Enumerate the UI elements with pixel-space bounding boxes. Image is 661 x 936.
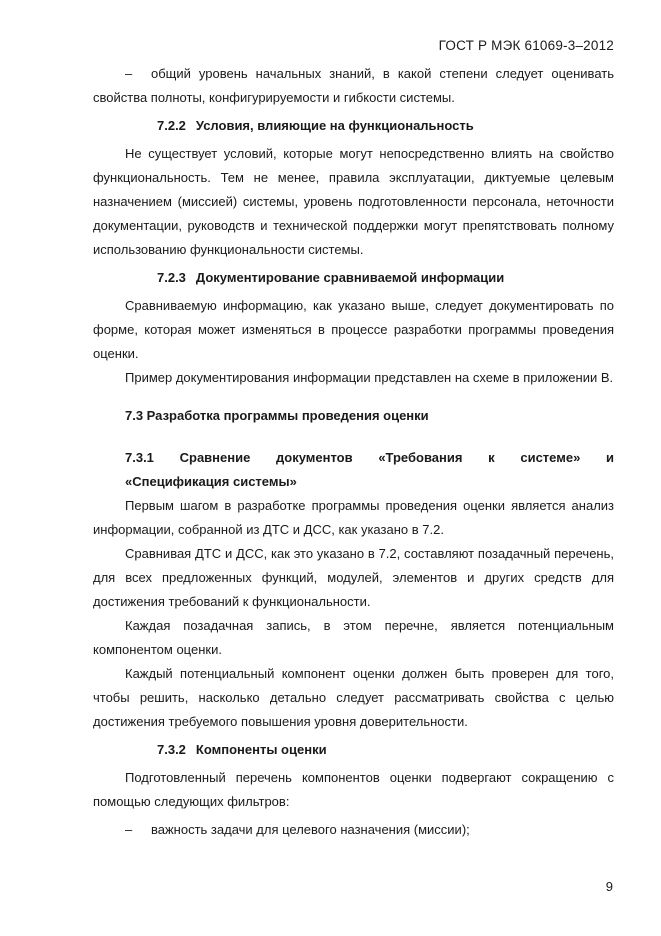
paragraph-7-3-1-d: Каждый потенциальный компонент оценки должен быть проверен для того, чтобы решить, насколько детально следует рассматривать свойства с целью достижения требуемого повышения уровня доверительности. [93, 666, 614, 729]
section-heading-7-3: 7.3 Разработка программы проведения оценки [125, 408, 429, 423]
filter-dash-text: важность задачи для целевого назначения (миссии); [151, 822, 470, 837]
heading-7-2-2 [93, 114, 614, 138]
paragraph-7-3-1-a: Первым шагом в разработке программы проведения оценки является анализ информации, собранной из ДТС и ДСС, как указано в 7.2. [93, 498, 614, 537]
intro-dash-item [93, 62, 614, 110]
page-number: 9 [605, 879, 613, 894]
paragraph-7-3-1-b: Сравнивая ДТС и ДСС, как это указано в 7.2, составляют позадачный перечень, для всех предложенных функций, модулей, элементов и других средств для достижения требований к функциональности. [93, 546, 614, 609]
paragraph-7-3-1-c: Каждая позадачная запись, в этом перечне, является потенциальным компонентом оценки. [93, 618, 614, 657]
heading-number: 7.2.2 [157, 118, 186, 133]
heading-title: Условия, влияющие на функциональность [195, 118, 474, 133]
heading-number: 7.3.2 [157, 742, 186, 757]
paragraph-7-2-2: Не существует условий, которые могут непосредственно влиять на свойство функциональность. Тем не менее, правила эксплуатации, диктуемые целевым назначением (миссией) системы, уровень подготовленности персонала, неточности документации, руководств и технической поддержки могут препятствовать полному использованию функциональности системы. [93, 146, 614, 257]
dash-marker: – [125, 822, 133, 837]
dash-marker: – [125, 66, 133, 81]
heading-title: Документирование сравниваемой информации [195, 270, 505, 285]
filter-dash-item [93, 818, 614, 842]
heading-7-3-1-line2: «Спецификация системы» [125, 474, 297, 489]
page-body [93, 62, 614, 842]
paragraph-7-2-3-b: Пример документирования информации представлен на схеме в приложении В. [125, 370, 614, 385]
heading-7-3-2 [93, 738, 614, 762]
document-code-header: ГОСТ Р МЭК 61069-3–2012 [438, 38, 614, 53]
intro-dash-text: общий уровень начальных знаний, в какой степени следует оценивать свойства полноты, конфигурируемости и гибкости системы. [93, 66, 614, 105]
heading-number: 7.2.3 [157, 270, 186, 285]
heading-title: Компоненты оценки [195, 742, 327, 757]
heading-7-2-3 [93, 266, 614, 290]
paragraph-7-2-3-a: Сравниваемую информацию, как указано выше, следует документировать по форме, которая может изменяться в процессе разработки программы проведения оценки. [93, 298, 614, 361]
heading-7-3-1-line1: 7.3.1 Сравнение документов «Требования к системе» и [125, 450, 614, 465]
paragraph-7-3-2: Подготовленный перечень компонентов оценки подвергают сокращению с помощью следующих фильтров: [93, 770, 614, 809]
